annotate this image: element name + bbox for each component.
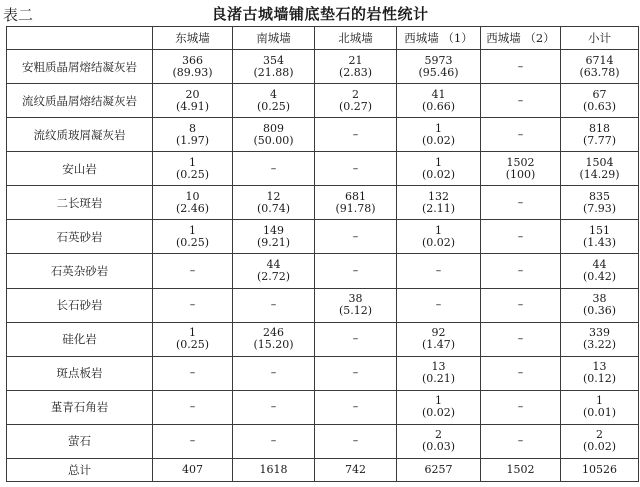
cell-percent: (21.88): [253, 65, 294, 79]
data-cell: [153, 390, 233, 424]
cell-percent: (0.42): [582, 270, 617, 283]
data-cell: [397, 322, 481, 356]
header-cell-subtotal: 小计: [561, 27, 639, 50]
cell-count: 1: [435, 394, 442, 408]
cell-percent: (5.12): [338, 304, 373, 318]
cell-count: –: [189, 400, 196, 414]
cell-count: 38: [348, 292, 363, 306]
data-cell: [481, 288, 561, 322]
table-row: [7, 390, 639, 424]
cell-count: –: [435, 264, 442, 277]
data-cell: [233, 50, 315, 84]
cell-count: 1502: [506, 155, 535, 169]
cell-percent: (7.77): [582, 133, 617, 147]
data-cell: [153, 152, 233, 186]
cell-count: 44: [592, 258, 607, 271]
cell-percent: (2.72): [256, 270, 291, 283]
header-cell-north-wall: 北城墙: [315, 27, 397, 50]
total-row: [7, 459, 639, 482]
cell-count: 835: [589, 189, 610, 203]
cell-percent: (0.02): [421, 235, 456, 249]
data-cell: [481, 356, 561, 390]
data-cell: [561, 254, 639, 288]
cell-count: 41: [431, 87, 446, 101]
data-cell: [481, 152, 561, 186]
cell-count: –: [270, 434, 277, 448]
cell-count: 681: [345, 189, 366, 203]
cell-count: 1: [189, 155, 196, 169]
rock-type-label: 硅化岩: [7, 322, 153, 356]
data-cell: [153, 220, 233, 254]
header-cell-west-wall-1: 西城墙 （1）: [397, 27, 481, 50]
cell-percent: (1.97): [175, 133, 210, 147]
cell-count: –: [517, 59, 524, 73]
data-cell: [397, 50, 481, 84]
cell-count: –: [352, 434, 359, 448]
cell-count: 1: [596, 394, 603, 408]
cell-percent: (0.25): [175, 338, 210, 352]
data-cell: [315, 254, 397, 288]
total-cell: 1502: [481, 459, 561, 482]
lithology-table: [6, 26, 639, 482]
total-cell: 6257: [397, 459, 481, 482]
cell-count: –: [270, 366, 277, 380]
table-row: [7, 84, 639, 118]
cell-percent: (0.36): [582, 304, 617, 318]
header-cell-east-wall: 东城墙: [153, 27, 233, 50]
cell-count: –: [189, 298, 196, 312]
data-cell: [233, 118, 315, 152]
data-cell: [315, 220, 397, 254]
cell-count: 1504: [585, 155, 614, 169]
data-cell: [315, 288, 397, 322]
total-cell: 407: [153, 459, 233, 482]
cell-percent: (2.83): [338, 65, 373, 79]
header-cell-west-wall-2: 西城墙 （2）: [481, 27, 561, 50]
cell-count: 1: [435, 121, 442, 135]
cell-count: –: [270, 298, 277, 312]
data-cell: [315, 84, 397, 118]
cell-count: –: [352, 332, 359, 346]
data-cell: [153, 356, 233, 390]
cell-count: –: [517, 298, 524, 312]
data-cell: [233, 84, 315, 118]
rock-type-label: 堇青石角岩: [7, 390, 153, 424]
data-cell: [397, 118, 481, 152]
cell-count: –: [352, 229, 359, 243]
cell-count: –: [352, 264, 359, 277]
header-row: [7, 27, 639, 50]
cell-count: 809: [263, 121, 284, 135]
cell-count: –: [270, 400, 277, 414]
cell-percent: (50.00): [253, 133, 294, 147]
data-cell: [233, 390, 315, 424]
data-cell: [153, 50, 233, 84]
rock-type-label: 萤石: [7, 424, 153, 458]
table-row: [7, 118, 639, 152]
table-row: [7, 356, 639, 390]
table-row: [7, 50, 639, 84]
table-row: [7, 254, 639, 288]
cell-count: –: [189, 366, 196, 380]
cell-count: –: [517, 195, 524, 209]
cell-percent: (63.78): [579, 65, 620, 79]
cell-count: 818: [589, 121, 610, 135]
data-cell: [561, 118, 639, 152]
rock-type-label: 安粗质晶屑熔结凝灰岩: [7, 50, 153, 84]
table-row: [7, 220, 639, 254]
table-row: [7, 152, 639, 186]
data-cell: [315, 50, 397, 84]
data-cell: [481, 50, 561, 84]
data-cell: [561, 50, 639, 84]
cell-count: 92: [431, 326, 446, 340]
cell-percent: (0.02): [421, 406, 456, 420]
data-cell: [561, 220, 639, 254]
total-label: 总计: [7, 459, 153, 482]
cell-percent: (0.25): [175, 235, 210, 249]
data-cell: [233, 152, 315, 186]
cell-percent: (14.29): [579, 167, 620, 181]
cell-count: –: [517, 434, 524, 448]
cell-count: 1: [435, 223, 442, 237]
cell-percent: (9.21): [256, 235, 291, 249]
cell-count: –: [352, 400, 359, 414]
data-cell: [481, 220, 561, 254]
cell-count: 151: [589, 223, 610, 237]
cell-percent: (100): [505, 167, 536, 181]
cell-percent: (2.11): [421, 201, 456, 215]
data-cell: [233, 254, 315, 288]
cell-percent: (15.20): [253, 338, 294, 352]
data-cell: [315, 390, 397, 424]
total-cell: 742: [315, 459, 397, 482]
data-cell: [233, 356, 315, 390]
cell-percent: (0.02): [421, 133, 456, 147]
cell-count: –: [517, 127, 524, 141]
rock-type-label: 长石砂岩: [7, 288, 153, 322]
cell-count: 13: [592, 360, 607, 374]
cell-percent: (0.74): [256, 201, 291, 215]
cell-count: 366: [182, 53, 203, 67]
data-cell: [481, 424, 561, 458]
cell-count: –: [352, 161, 359, 175]
cell-count: 44: [266, 258, 281, 271]
data-cell: [233, 322, 315, 356]
cell-count: 10: [185, 189, 200, 203]
cell-count: –: [517, 229, 524, 243]
cell-count: 246: [263, 326, 284, 340]
table-row: [7, 424, 639, 458]
rock-type-label: 斑点板岩: [7, 356, 153, 390]
table-label: 表二: [3, 6, 34, 24]
cell-count: 1: [189, 223, 196, 237]
data-cell: [397, 390, 481, 424]
header-cell-corner: [7, 27, 153, 50]
data-cell: [233, 288, 315, 322]
table-row: [7, 322, 639, 356]
rock-type-label: 二长斑岩: [7, 186, 153, 220]
cell-count: 8: [189, 121, 196, 135]
cell-count: –: [352, 366, 359, 380]
cell-count: 13: [431, 360, 446, 374]
cell-percent: (4.91): [175, 99, 210, 113]
cell-count: 38: [592, 292, 607, 306]
cell-count: 20: [185, 87, 200, 101]
data-cell: [153, 254, 233, 288]
rock-type-label: 流纹质晶屑熔结凝灰岩: [7, 84, 153, 118]
data-cell: [481, 254, 561, 288]
data-cell: [561, 84, 639, 118]
data-cell: [233, 424, 315, 458]
cell-count: 2: [352, 87, 359, 101]
cell-percent: (0.01): [582, 406, 617, 420]
data-cell: [233, 220, 315, 254]
total-cell: 10526: [561, 459, 639, 482]
cell-count: 4: [270, 87, 277, 101]
cell-count: 149: [263, 223, 284, 237]
data-cell: [561, 390, 639, 424]
data-cell: [153, 84, 233, 118]
data-cell: [397, 254, 481, 288]
data-cell: [397, 424, 481, 458]
cell-percent: (7.93): [582, 201, 617, 215]
cell-count: 132: [428, 189, 449, 203]
data-cell: [315, 118, 397, 152]
cell-count: 1: [435, 155, 442, 169]
data-cell: [153, 186, 233, 220]
cell-count: 354: [263, 53, 284, 67]
data-cell: [153, 288, 233, 322]
cell-count: 2: [435, 428, 442, 442]
cell-percent: (0.25): [256, 99, 291, 113]
data-cell: [481, 118, 561, 152]
cell-count: 6714: [585, 53, 614, 67]
data-cell: [481, 322, 561, 356]
data-cell: [561, 288, 639, 322]
cell-percent: (0.12): [582, 372, 617, 386]
cell-percent: (3.22): [582, 338, 617, 352]
cell-count: 21: [348, 53, 363, 67]
data-cell: [315, 424, 397, 458]
data-cell: [561, 322, 639, 356]
total-cell: 1618: [233, 459, 315, 482]
data-cell: [397, 220, 481, 254]
cell-percent: (89.93): [172, 65, 213, 79]
rock-type-label: 石英砂岩: [7, 220, 153, 254]
cell-percent: (0.02): [582, 440, 617, 454]
rock-type-label: 流纹质玻屑凝灰岩: [7, 118, 153, 152]
cell-count: –: [435, 298, 442, 312]
cell-percent: (1.47): [421, 338, 456, 352]
table-row: [7, 288, 639, 322]
data-cell: [315, 186, 397, 220]
cell-count: –: [352, 127, 359, 141]
cell-count: –: [517, 400, 524, 414]
cell-percent: (91.78): [335, 201, 376, 215]
cell-count: 1: [189, 326, 196, 340]
cell-percent: (0.02): [421, 167, 456, 181]
data-cell: [397, 186, 481, 220]
cell-percent: (0.03): [421, 440, 456, 454]
data-cell: [397, 356, 481, 390]
cell-count: 5973: [424, 53, 453, 67]
table-row: [7, 186, 639, 220]
cell-percent: (0.21): [421, 372, 456, 386]
data-cell: [153, 118, 233, 152]
cell-count: –: [517, 93, 524, 107]
cell-percent: (0.25): [175, 167, 210, 181]
rock-type-label: 安山岩: [7, 152, 153, 186]
data-cell: [315, 356, 397, 390]
header-cell-south-wall: 南城墙: [233, 27, 315, 50]
data-cell: [397, 84, 481, 118]
data-cell: [397, 288, 481, 322]
cell-percent: (0.66): [421, 99, 456, 113]
cell-count: –: [270, 161, 277, 175]
cell-percent: (95.46): [418, 65, 459, 79]
cell-count: –: [517, 264, 524, 277]
data-cell: [561, 186, 639, 220]
data-cell: [315, 152, 397, 186]
cell-percent: (0.63): [582, 99, 617, 113]
rock-type-label: 石英杂砂岩: [7, 254, 153, 288]
cell-percent: (0.27): [338, 99, 373, 113]
data-cell: [315, 322, 397, 356]
data-cell: [153, 322, 233, 356]
data-cell: [481, 186, 561, 220]
data-cell: [561, 356, 639, 390]
data-cell: [233, 186, 315, 220]
cell-count: 339: [589, 326, 610, 340]
table-title: 良渚古城墙铺底垫石的岩性统计: [211, 5, 429, 23]
cell-count: 12: [266, 189, 281, 203]
cell-percent: (2.46): [175, 201, 210, 215]
cell-count: 2: [596, 428, 603, 442]
cell-percent: (1.43): [582, 235, 617, 249]
cell-count: –: [517, 332, 524, 346]
cell-count: –: [517, 366, 524, 380]
data-cell: [561, 424, 639, 458]
data-cell: [481, 390, 561, 424]
data-cell: [561, 152, 639, 186]
data-cell: [397, 152, 481, 186]
cell-count: –: [189, 434, 196, 448]
data-cell: [153, 424, 233, 458]
cell-count: –: [189, 264, 196, 277]
cell-count: 67: [592, 87, 607, 101]
data-cell: [481, 84, 561, 118]
